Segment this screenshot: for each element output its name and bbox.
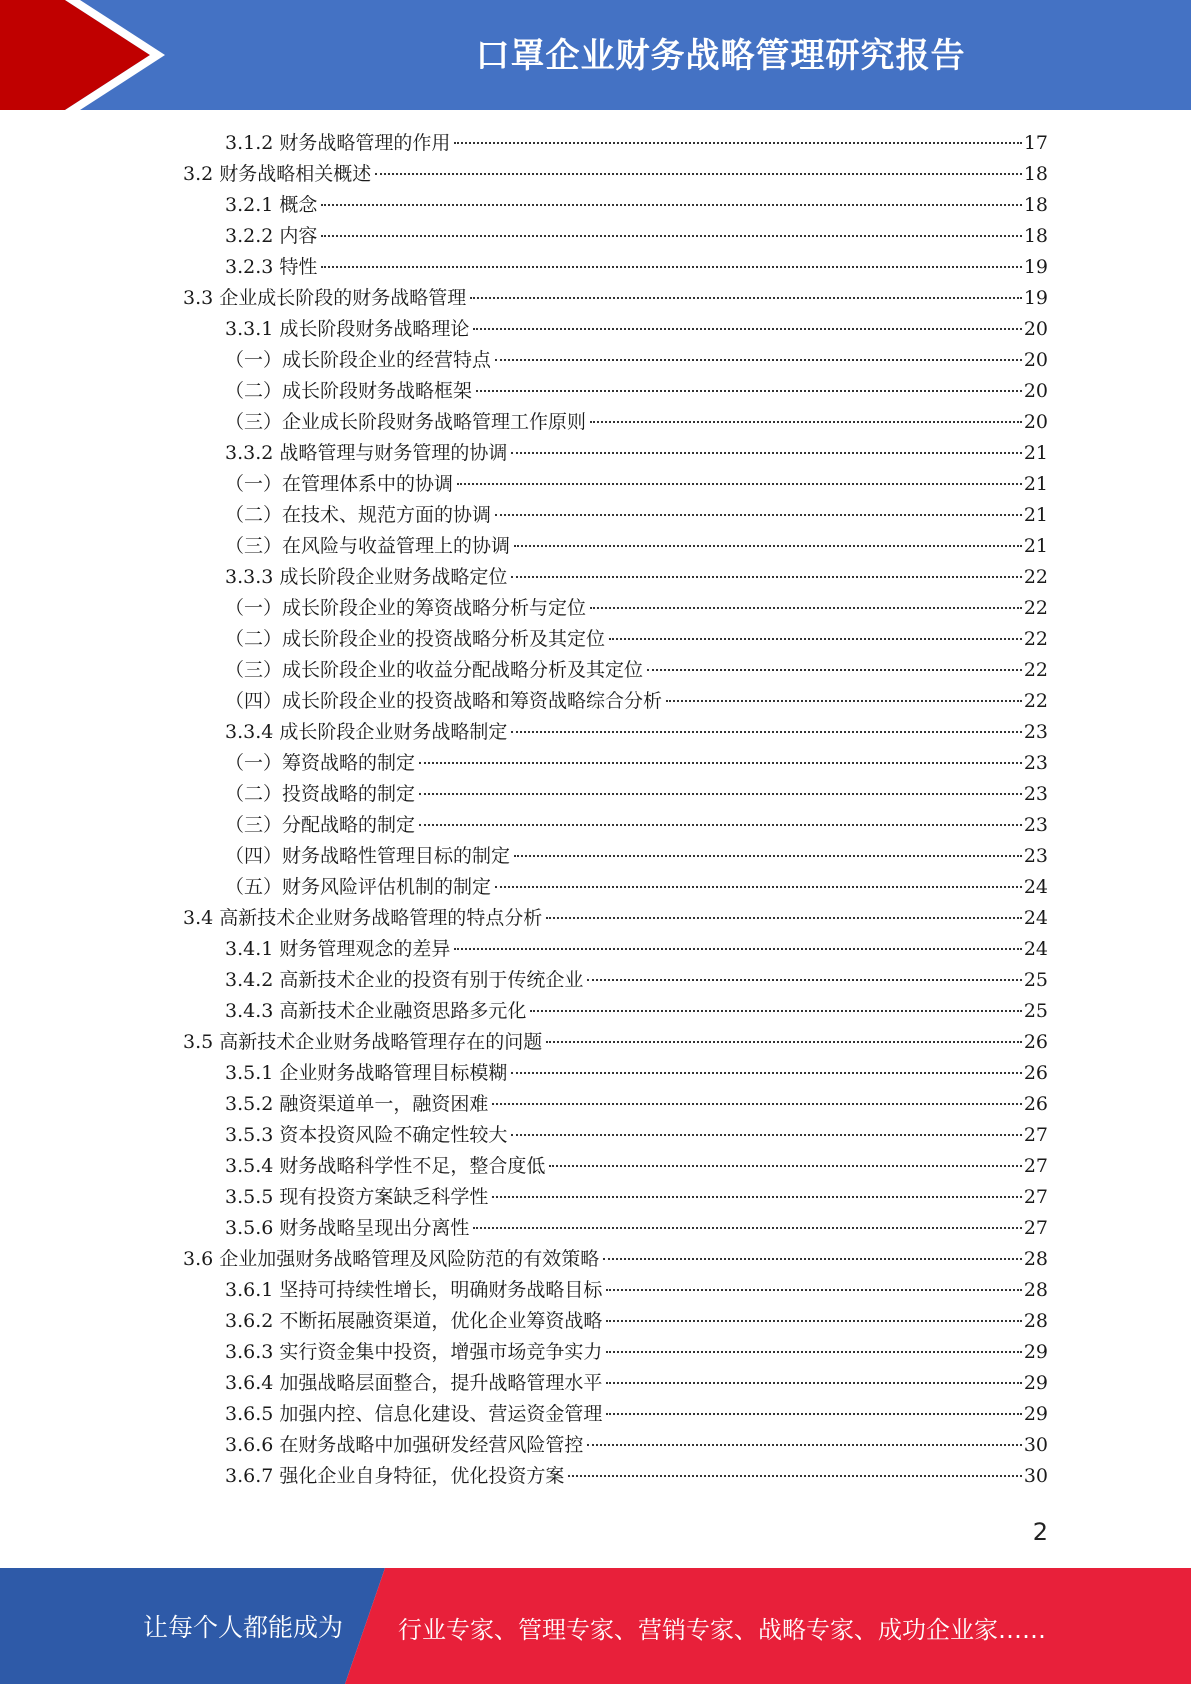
toc-entry[interactable]: [225, 779, 1048, 810]
toc-dot-leader: [495, 886, 1022, 888]
toc-dot-leader: [454, 142, 1021, 144]
toc-dot-leader: [473, 1227, 1021, 1229]
toc-entry-title: 3.5.6 财务战略呈现出分离性: [225, 1217, 470, 1239]
toc-dot-leader: [609, 638, 1022, 640]
toc-entry-title: 3.1.2 财务战略管理的作用: [225, 132, 451, 154]
toc-entry-page: 27: [1023, 1124, 1048, 1146]
toc-dot-leader: [511, 1134, 1021, 1136]
toc-dot-leader: [511, 1072, 1021, 1074]
toc-entry[interactable]: [225, 252, 1048, 283]
toc-dot-leader: [419, 762, 1022, 764]
toc-entry[interactable]: [225, 1151, 1048, 1182]
toc-dot-leader: [568, 1475, 1021, 1477]
toc-dot-leader: [470, 297, 1022, 299]
toc-entry[interactable]: [225, 407, 1048, 438]
toc-entry-page: 23: [1023, 752, 1048, 774]
toc-entry[interactable]: [225, 1213, 1048, 1244]
toc-entry-page: 29: [1023, 1403, 1048, 1425]
toc-entry-title: 3.4.2 高新技术企业的投资有别于传统企业: [225, 969, 584, 991]
toc-entry[interactable]: [225, 469, 1048, 500]
toc-entry-page: 22: [1023, 690, 1048, 712]
toc-dot-leader: [473, 328, 1021, 330]
toc-entry-page: 26: [1023, 1031, 1048, 1053]
toc-entry[interactable]: [225, 1399, 1048, 1430]
toc-entry-page: 21: [1023, 504, 1048, 526]
toc-dot-leader: [495, 514, 1022, 516]
toc-entry[interactable]: [225, 593, 1048, 624]
toc-entry[interactable]: [225, 345, 1048, 376]
toc-entry-page: 27: [1023, 1217, 1048, 1239]
toc-dot-leader: [514, 855, 1022, 857]
toc-entry-page: 25: [1023, 969, 1048, 991]
toc-dot-leader: [606, 1289, 1021, 1291]
toc-entry-page: 22: [1023, 628, 1048, 650]
toc-dot-leader: [511, 576, 1021, 578]
toc-dot-leader: [606, 1351, 1021, 1353]
toc-entry-title: （一）成长阶段企业的经营特点: [225, 349, 492, 371]
toc-entry[interactable]: [225, 562, 1048, 593]
toc-entry-page: 23: [1023, 783, 1048, 805]
toc-dot-leader: [647, 669, 1022, 671]
toc-dot-leader: [495, 359, 1022, 361]
toc-entry[interactable]: [225, 1368, 1048, 1399]
toc-entry-title: 3.4.3 高新技术企业融资思路多元化: [225, 1000, 527, 1022]
toc-dot-leader: [546, 917, 1022, 919]
toc-entry[interactable]: [225, 1120, 1048, 1151]
toc-entry-title: （二）成长阶段财务战略框架: [225, 380, 473, 402]
page-footer: [0, 1568, 1191, 1684]
toc-entry-title: 3.5.5 现有投资方案缺乏科学性: [225, 1186, 489, 1208]
toc-entry-title: 3.5.2 融资渠道单一，融资困难: [225, 1093, 489, 1115]
toc-entry[interactable]: [225, 531, 1048, 562]
toc-entry-title: （五）财务风险评估机制的制定: [225, 876, 492, 898]
toc-entry-title: （三）分配战略的制定: [225, 814, 416, 836]
toc-entry-page: 20: [1023, 411, 1048, 433]
toc-dot-leader: [511, 452, 1021, 454]
toc-dot-leader: [419, 793, 1022, 795]
toc-entry-page: 22: [1023, 566, 1048, 588]
toc-entry-page: 26: [1023, 1093, 1048, 1115]
toc-entry-page: 24: [1023, 876, 1048, 898]
toc-entry-page: 27: [1023, 1186, 1048, 1208]
toc-dot-leader: [666, 700, 1022, 702]
toc-dot-leader: [606, 1413, 1021, 1415]
toc-entry[interactable]: [225, 624, 1048, 655]
toc-entry[interactable]: [225, 314, 1048, 345]
toc-entry-page: 20: [1023, 318, 1048, 340]
toc-dot-leader: [606, 1382, 1021, 1384]
page-header: [0, 0, 1191, 110]
toc-entry[interactable]: [225, 872, 1048, 903]
toc-entry-title: 3.3.4 成长阶段企业财务战略制定: [225, 721, 508, 743]
toc-dot-leader: [321, 235, 1021, 237]
toc-entry-title: （二）投资战略的制定: [225, 783, 416, 805]
toc-entry-title: 3.5 高新技术企业财务战略管理存在的问题: [183, 1031, 543, 1053]
toc-entry[interactable]: [225, 190, 1048, 221]
toc-entry-title: 3.3.2 战略管理与财务管理的协调: [225, 442, 508, 464]
toc-entry-title: 3.6.2 不断拓展融资渠道，优化企业筹资战略: [225, 1310, 603, 1332]
toc-entry-title: 3.6.4 加强战略层面整合，提升战略管理水平: [225, 1372, 603, 1394]
toc-entry-title: （一）在管理体系中的协调: [225, 473, 454, 495]
toc-dot-leader: [476, 390, 1022, 392]
toc-entry[interactable]: [225, 438, 1048, 469]
toc-entry-page: 23: [1023, 814, 1048, 836]
toc-dot-leader: [606, 1320, 1021, 1322]
footer-slogan-right: 行业专家、管理专家、营销专家、战略专家、成功企业家……: [398, 1616, 1046, 1644]
toc-entry-title: （四）成长阶段企业的投资战略和筹资战略综合分析: [225, 690, 663, 712]
toc-entry[interactable]: [225, 376, 1048, 407]
toc-entry[interactable]: [225, 1337, 1048, 1368]
toc-dot-leader: [549, 1165, 1021, 1167]
footer-slogan-left: 让每个人都能成为: [143, 1613, 344, 1642]
toc-entry-title: 3.4.1 财务管理观念的差异: [225, 938, 451, 960]
toc-dot-leader: [587, 1444, 1021, 1446]
toc-entry-title: 3.2 财务战略相关概述: [183, 163, 372, 185]
toc-entry[interactable]: [225, 1306, 1048, 1337]
toc-entry-page: 18: [1023, 163, 1048, 185]
toc-entry[interactable]: [183, 903, 1048, 934]
toc-entry-title: 3.5.1 企业财务战略管理目标模糊: [225, 1062, 508, 1084]
toc-dot-leader: [514, 545, 1022, 547]
toc-entry-title: （一）成长阶段企业的筹资战略分析与定位: [225, 597, 587, 619]
toc-entry-title: 3.6.5 加强内控、信息化建设、营运资金管理: [225, 1403, 603, 1425]
toc-dot-leader: [419, 824, 1022, 826]
toc-entry-page: 28: [1023, 1310, 1048, 1332]
toc-dot-leader: [603, 1258, 1022, 1260]
toc-entry-title: 3.6.1 坚持可持续性增长，明确财务战略目标: [225, 1279, 603, 1301]
toc-entry-page: 29: [1023, 1341, 1048, 1363]
page-title: 口罩企业财务战略管理研究报告: [475, 36, 966, 76]
toc-entry-title: （四）财务战略性管理目标的制定: [225, 845, 511, 867]
toc-entry-title: 3.6.3 实行资金集中投资，增强市场竞争实力: [225, 1341, 603, 1363]
toc-entry-page: 21: [1023, 535, 1048, 557]
toc-entry-page: 22: [1023, 597, 1048, 619]
toc-entry[interactable]: [225, 500, 1048, 531]
toc-entry-page: 22: [1023, 659, 1048, 681]
toc-entry-title: 3.6.6 在财务战略中加强研发经营风险管控: [225, 1434, 584, 1456]
toc-entry-title: 3.3.1 成长阶段财务战略理论: [225, 318, 470, 340]
toc-dot-leader: [492, 1103, 1021, 1105]
toc-dot-leader: [590, 607, 1022, 609]
toc-entry[interactable]: [225, 717, 1048, 748]
toc-entry-page: 19: [1023, 256, 1048, 278]
toc-entry-page: 19: [1023, 287, 1048, 309]
toc-entry-title: 3.4 高新技术企业财务战略管理的特点分析: [183, 907, 543, 929]
toc-entry-page: 21: [1023, 442, 1048, 464]
toc-entry[interactable]: [225, 996, 1048, 1027]
toc-dot-leader: [457, 483, 1022, 485]
toc-dot-leader: [454, 948, 1021, 950]
toc-entry-page: 18: [1023, 194, 1048, 216]
toc-entry[interactable]: [225, 748, 1048, 779]
toc-entry-title: （二）在技术、规范方面的协调: [225, 504, 492, 526]
toc-dot-leader: [492, 1196, 1021, 1198]
toc-entry-title: 3.2.2 内容: [225, 225, 318, 247]
toc-dot-leader: [546, 1041, 1022, 1043]
toc-entry[interactable]: [225, 1089, 1048, 1120]
toc-entry[interactable]: [225, 810, 1048, 841]
toc-entry-page: 20: [1023, 349, 1048, 371]
toc-entry-page: 28: [1023, 1279, 1048, 1301]
toc-entry-page: 23: [1023, 845, 1048, 867]
toc-entry-page: 20: [1023, 380, 1048, 402]
toc-entry-page: 30: [1023, 1465, 1048, 1487]
toc-entry[interactable]: [225, 1275, 1048, 1306]
toc-entry-title: 3.5.4 财务战略科学性不足，整合度低: [225, 1155, 546, 1177]
toc-entry[interactable]: [183, 1027, 1048, 1058]
toc-entry-page: 26: [1023, 1062, 1048, 1084]
toc-entry[interactable]: [225, 965, 1048, 996]
toc-entry[interactable]: [183, 159, 1048, 190]
toc-entry[interactable]: [183, 1244, 1048, 1275]
toc-entry-title: 3.5.3 资本投资风险不确定性较大: [225, 1124, 508, 1146]
toc-entry-page: 30: [1023, 1434, 1048, 1456]
toc-dot-leader: [530, 1010, 1021, 1012]
toc-entry-page: 25: [1023, 1000, 1048, 1022]
toc-entry[interactable]: [225, 128, 1048, 159]
toc-dot-leader: [590, 421, 1022, 423]
toc-entry-page: 24: [1023, 907, 1048, 929]
toc-entry[interactable]: [225, 686, 1048, 717]
toc-entry-page: 23: [1023, 721, 1048, 743]
toc-entry-page: 28: [1023, 1248, 1048, 1270]
toc-entry-page: 17: [1023, 132, 1048, 154]
toc-entry-title: 3.2.1 概念: [225, 194, 318, 216]
toc-entry-page: 27: [1023, 1155, 1048, 1177]
toc-entry-title: 3.6.7 强化企业自身特征，优化投资方案: [225, 1465, 565, 1487]
toc-entry-title: （三）企业成长阶段财务战略管理工作原则: [225, 411, 587, 433]
toc-entry-title: 3.2.3 特性: [225, 256, 318, 278]
toc-dot-leader: [321, 266, 1021, 268]
toc-entry[interactable]: [225, 655, 1048, 686]
toc-entry[interactable]: [225, 1182, 1048, 1213]
toc-entry[interactable]: [183, 283, 1048, 314]
toc-entry-page: 21: [1023, 473, 1048, 495]
toc-entry-title: 3.3.3 成长阶段企业财务战略定位: [225, 566, 508, 588]
toc-entry[interactable]: [225, 934, 1048, 965]
page-number: 2: [1032, 1518, 1048, 1546]
toc-entry-page: 29: [1023, 1372, 1048, 1394]
toc-entry-page: 24: [1023, 938, 1048, 960]
toc-dot-leader: [511, 731, 1021, 733]
toc-entry[interactable]: [225, 1430, 1048, 1461]
toc-entry-title: （一）筹资战略的制定: [225, 752, 416, 774]
toc-entry-title: （三）在风险与收益管理上的协调: [225, 535, 511, 557]
toc-entry-title: 3.3 企业成长阶段的财务战略管理: [183, 287, 467, 309]
toc-entry[interactable]: [225, 221, 1048, 252]
toc-entry[interactable]: [225, 841, 1048, 872]
toc-dot-leader: [375, 173, 1022, 175]
toc-dot-leader: [587, 979, 1021, 981]
toc-entry-title: （三）成长阶段企业的收益分配战略分析及其定位: [225, 659, 644, 681]
toc-entry-title: 3.6 企业加强财务战略管理及风险防范的有效策略: [183, 1248, 600, 1270]
toc-entry[interactable]: [225, 1058, 1048, 1089]
toc-dot-leader: [321, 204, 1021, 206]
toc-entry[interactable]: [225, 1461, 1048, 1492]
toc-entry-title: （二）成长阶段企业的投资战略分析及其定位: [225, 628, 606, 650]
toc-entry-page: 18: [1023, 225, 1048, 247]
